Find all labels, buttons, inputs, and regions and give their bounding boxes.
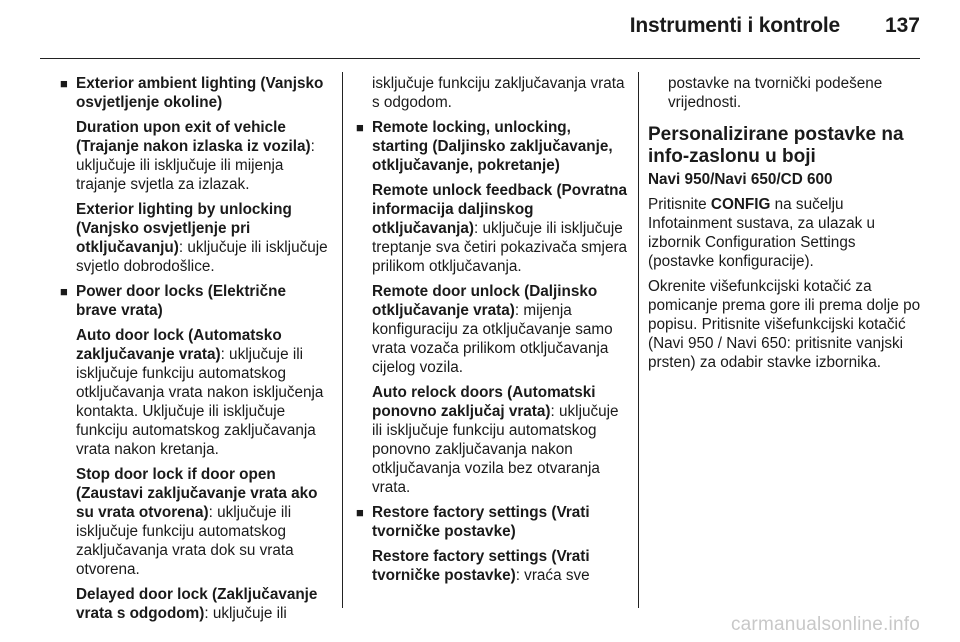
item-title: Remote locking, unlocking, starting (Daljinsko zaključavanje, otključavanje, pokretanje) (372, 119, 613, 174)
list-item (358, 118, 628, 497)
sub-term: Exterior lighting by unlocking (Vanjsko osvjetljenje pri otključavanju) (76, 201, 292, 256)
sub-item (76, 465, 330, 579)
item-title: Restore factory settings (Vrati tvorničke postavke) (372, 504, 590, 540)
list-item (358, 503, 628, 585)
sub-item (372, 547, 628, 585)
column-3 (648, 74, 926, 378)
paragraph-config (648, 195, 926, 271)
header-title: Instrumenti i kontrole (629, 14, 840, 37)
page-number: 137 (884, 14, 920, 37)
continuation-text: isključuje funkciju zaključavanja vrata s odgodom. (372, 75, 625, 111)
sub-term: Restore factory settings (Vrati tvorničke postavke) (372, 548, 590, 584)
sub-item (372, 383, 628, 497)
sub-item (76, 118, 330, 194)
continuation-text: postavke na tvornički podešene vrijednosti. (668, 75, 883, 111)
config-key: CONFIG (710, 196, 771, 213)
text: na sučelju Infotainment sustava, za ulazak u izbornik Configuration Settings (postavke konfiguracije). (648, 196, 876, 270)
paragraph-knob: Okrenite višefunkcijski kotačić za pomicanje prema gore ili prema dolje po popisu. Pritisnite višefunkcijski kotačić (Navi 950 / Navi 650: pritisnite vanjski prsten) za odabir stavke izbornika. (648, 278, 921, 371)
sub-text: : uključuje ili isključuje treptanje sva četiri pokazivača smjera prilikom otključavanja. (372, 220, 628, 275)
column-divider-1 (342, 72, 343, 608)
sub-term: Auto relock doors (Automatski ponovno zaključaj vrata) (372, 384, 596, 420)
sub-item (372, 181, 628, 276)
column-divider-2 (638, 72, 639, 608)
item-title: Power door locks (Električne brave vrata) (76, 283, 286, 319)
list-item (62, 74, 330, 276)
column-2 (358, 74, 628, 591)
sub-term: Auto door lock (Automatsko zaključavanje vrata) (76, 327, 282, 363)
column-1 (62, 74, 330, 629)
bullet-icon: ■ (60, 76, 68, 91)
sub-text: : uključuje ili isključuje svjetlo dobrodošlice. (76, 239, 328, 275)
sub-term: Remote unlock feedback (Povratna informacija daljinskog otključavanja) (372, 182, 628, 237)
section-heading: Personalizirane postavke na info-zaslonu u boji (648, 124, 904, 167)
bullet-icon: ■ (356, 505, 364, 520)
sub-term: Stop door lock if door open (Zaustavi zaključavanje vrata ako su vrata otvorena) (76, 466, 318, 521)
sub-text: : uključuje ili isključuje funkciju automatskog otključavanja vrata nakon isključenja kontakta. Uključuje ili isključuje funkciju automatskog zaključavanja vrata nakon kretanja. (76, 346, 324, 458)
bullet-icon: ■ (356, 120, 364, 135)
sub-term: Duration upon exit of vehicle (Trajanje nakon izlaska iz vozila) (76, 119, 311, 155)
page-header (0, 0, 960, 58)
text: Pritisnite (648, 196, 711, 213)
sub-item (76, 585, 330, 623)
list-item (62, 282, 330, 623)
sub-text: : uključuje ili isključuje funkciju automatskog zaključavanja vrata dok su vrata otvorena. (76, 504, 294, 578)
sub-item (76, 200, 330, 276)
sub-text: : uključuje ili isključuje ili mijenja trajanje svjetla za izlazak. (76, 138, 315, 193)
section-subheading: Navi 950/Navi 650/CD 600 (648, 171, 833, 188)
item-title: Exterior ambient lighting (Vanjsko osvjetljenje okoline) (76, 75, 324, 111)
sub-term: Remote door unlock (Daljinsko otključavanje vrata) (372, 283, 598, 319)
sub-item (76, 326, 330, 459)
sub-text: : uključuje ili isključuje funkciju automatskog ponovno zaključavanja nakon otključavanja vozila bez otvaranja vrata. (372, 403, 619, 496)
sub-text: : vraća sve (515, 567, 590, 584)
sub-term: Delayed door lock (Zaključavanje vrata s odgodom) (76, 586, 318, 622)
sub-item (372, 282, 628, 377)
sub-text: : mijenja konfiguraciju za otključavanje samo vrata vozača prilikom otključavanja cijelog vozila. (372, 302, 613, 376)
bullet-icon: ■ (60, 284, 68, 299)
sub-text: : uključuje ili (204, 605, 287, 622)
header-rule (40, 58, 920, 59)
watermark: carmanualsonline.info (730, 614, 920, 635)
